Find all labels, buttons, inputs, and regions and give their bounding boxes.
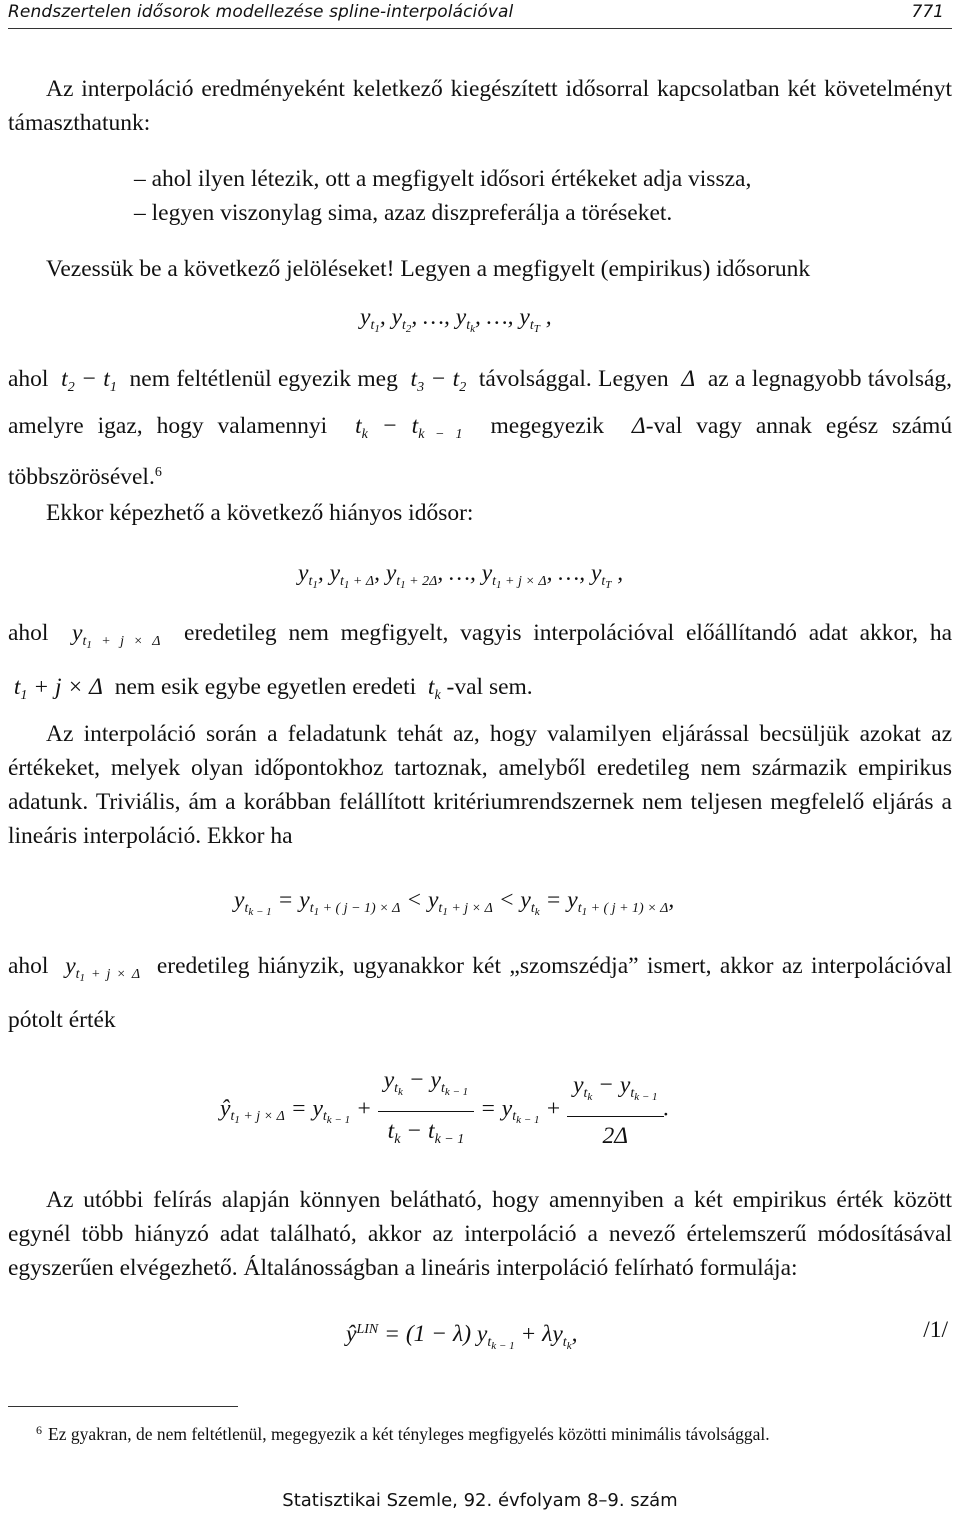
- page-footer: Statisztikai Szemle, 92. évfolyam 8–9. szám: [282, 1490, 678, 1511]
- page-header: [0, 0, 960, 28]
- list-item: – ahol ilyen létezik, ott a megfigyelt idősori értékeket adja vissza,: [134, 166, 752, 192]
- paragraph-incomplete-series: Ekkor képezhető a következő hiányos idősor:: [46, 500, 474, 526]
- footnote: [36, 1418, 946, 1446]
- page-number: 771: [911, 2, 944, 22]
- body-text: [8, 72, 952, 1365]
- equation-1: $ŷ^{LIN} = (1 - \lambda) y_{t_{k - 1}} + \lambda y_{t_k}$, /1/: [8, 1285, 952, 1365]
- equation-inequality: $y_{t_{k - 1}} = y_{t_1 + ( j - 1) \times \Delta} < y_{t_1 + j \times \Delta} < y_{t_k} = y_{t_1 + ( j + 1) \times \Delta}$,: [234, 887, 675, 918]
- fraction-step: $\frac{y_{t_k} - y_{t_{k - 1}}}{2\Delta}$: [567, 1068, 663, 1153]
- footnote-rule: [8, 1406, 238, 1407]
- equation-observed-series: $y_{t_1}$, $y_{t_2}$, …, $y_{t_k}$, …, $y_{t_T}$ ,: [360, 304, 552, 335]
- header-rule: [8, 28, 952, 29]
- list-item: – legyen viszonylag sima, azaz diszpreferálja a töréseket.: [134, 200, 673, 226]
- paragraph-task: Az interpoláció során a feladatunk tehát az, hogy valamilyen eljárással becsüljük azokat az értékeket, melyek olyan időpontokhoz tartoznak, amelyből eredetileg nem származik empirikus adatunk. Triviális, ám a korábban felállított kritériumrendszernek nem teljesen megfelelő eljárás a lineáris interpoláció. Ekkor ha: [8, 721, 952, 849]
- paragraph-notation: Vezessük be a következő jelöléseket! Legyen a megfigyelt (empirikus) idősorunk: [46, 256, 811, 282]
- equation-incomplete-series: $y_{t_1}$, $y_{t_1 + \Delta}$, $y_{t_1 + 2\Delta}$, …, $y_{t_1 + j \times \Delta}$, …, $y_{t_T}$ ,: [298, 560, 624, 591]
- paragraph-general-formula: Az utóbbi felírás alapján könnyen belátható, hogy amennyiben a két empirikus érték között egynél több hiányzó adat található, akkor az interpoláció a nevező értelemszerű módosításával egyszerűen elvégezhető. Általánosságban a lineáris interpoláció felírható formulája:: [8, 1187, 952, 1281]
- equation-linear-estimate: $ŷ_{t_1 + j \times \Delta} = y_{t_{k - 1}}$ + $\frac{y_{t_k} - y_{t_{k - 1}}}{t_k - t_{k - 1}}$ = $y_{t_{k - 1}}$ + $\frac{y_{t_k} - y_{t_{k - 1}}}{2\Delta}$ .: [8, 1041, 952, 1169]
- paragraph-definitions: ahol $t_2 - t_1$ nem feltétlenül egyezik meg $t_3 - t_2$ távolsággal. Legyen Δ az a legnagyobb távolság, amelyre igaz, hogy valamennyi $t_k - t_{k - 1}$ megegyezik Δ-val vagy annak egész számú többszörösével.$^6$: [8, 366, 953, 490]
- paragraph-missing-values: ahol $y_{t_1 + j \times \Delta}$ eredetileg nem megfigyelt, vagyis interpolációval előállítandó adat akkor, ha $t_1 + j \times \Delta$ nem esik egybe egyetlen eredeti $t_k$ -val sem.: [8, 620, 953, 703]
- running-title: Rendszertelen idősorok modellezése spline-interpolációval: [8, 2, 514, 22]
- requirements-list: [134, 162, 952, 230]
- footnote-marker: 6: [154, 465, 162, 480]
- paragraph-neighbors: ahol $y_{t_1 + j \times \Delta}$ eredetileg hiányzik, ugyanakkor két „szomszédja” ismert, akkor az interpolációval pótolt érték: [8, 953, 952, 1033]
- footnote-number: 6: [36, 1423, 42, 1437]
- equation-number: /1/: [923, 1317, 948, 1343]
- footnote-text: Ez gyakran, de nem feltétlenül, megegyezik a két tényleges megfigyelés közötti minimális távolsággal.: [48, 1424, 770, 1444]
- paragraph-intro: Az interpoláció eredményeként keletkező kiegészített idősorral kapcsolatban két követelményt támaszthatunk:: [8, 76, 952, 136]
- fraction-difference-quotient: $\frac{y_{t_k} - y_{t_{k - 1}}}{t_k - t_{k - 1}}$: [378, 1063, 474, 1157]
